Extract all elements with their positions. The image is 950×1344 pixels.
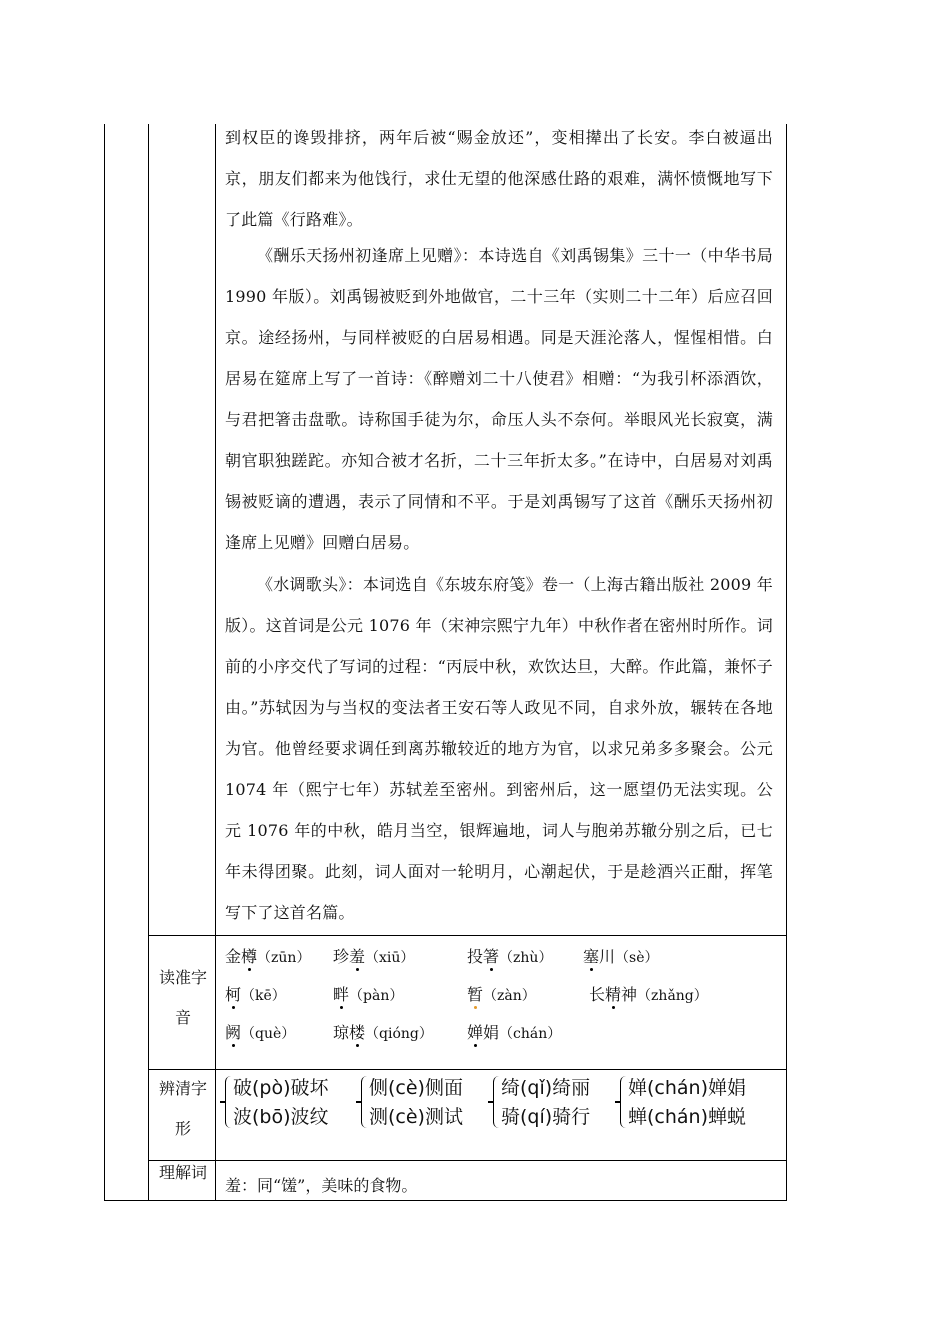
glyph-label: 辨清字 形 [158,1079,207,1138]
pronunciation-item: 婵娟（chán） [467,1023,562,1042]
pronunciation-item: 长精神（zhǎng） [589,985,708,1004]
lesson-table [104,124,787,1201]
glyph-entry: 绮(qǐ)绮丽 [501,1077,591,1099]
pinyin: （què） [241,1026,296,1042]
pinyin: （kē） [241,988,286,1004]
pronunciation-item: 投箸（zhù） [467,947,553,966]
column-divider-2 [215,124,216,1200]
glyph-entry: 骑(qí)骑行 [501,1106,591,1128]
brace-icon [620,1076,626,1128]
glyph-entry: 破(pò)破坏 [233,1077,329,1099]
target-character: 塞 [583,947,600,966]
pronunciation-item: 琼楼（qióng） [333,1023,433,1042]
pinyin: （zhù） [499,950,553,966]
pronunciation-item [467,982,536,1005]
pronunciation-item: 塞川（sè） [583,947,659,966]
pronunciation-item [225,1020,295,1043]
glyph-group [361,1074,463,1132]
target-character: 楼 [349,1023,366,1042]
target-character: 婵 [467,1023,484,1042]
target-character: 精 [605,985,622,1004]
glyph-entry: 婵(chán)婵娟 [628,1077,746,1099]
glyph-entry: 侧(cè)侧面 [369,1077,463,1099]
glyph-group [620,1074,746,1132]
pinyin: （chán） [499,1026,562,1042]
glyph-group [493,1074,590,1132]
pinyin: （qióng） [365,1026,433,1042]
target-character: 樽 [241,947,258,966]
pronunciation-item [333,982,403,1005]
vocabulary-label: 理解词 [158,1163,207,1182]
pinyin: （zūn） [257,950,311,966]
pinyin: （xiū） [365,950,415,966]
target-character: 羞 [349,947,366,966]
target-character: 畔 [333,985,350,1004]
brace-icon [493,1076,499,1128]
glyph-entry: 波(bō)波纹 [233,1106,329,1128]
background-paragraph-2: 《酬乐天扬州初逢席上见赠》：本诗选自《刘禹锡集》三十一（中华书局 1990 年版）。刘禹锡被贬到外地做官，二十三年（实则二十二年）后应召回京。途经扬州，与同样被贬的白居易相遇。同是天涯沦落人，惺惺相惜。白居易在筵席上写了一首诗：《醉赠刘二十八使君》相赠：“为我引杯添酒饮，与君把箸击盘歌。诗称国手徒为尔，命压人头不奈何。举眼风光长寂寞，满朝官职独蹉跎。亦知合被才名折，二十三年折太多。”在诗中，白居易对刘禹锡被贬谪的遭遇，表示了同情和不平。于是刘禹锡写了这首《酬乐天扬州初逢席上见赠》回赠白居易。 [225,246,773,552]
glyph-group [225,1074,329,1132]
glyph-entry: 蝉(chán)蝉蜕 [628,1106,746,1128]
pronunciation-item: 珍羞（xiū） [333,947,415,966]
pronunciation-item [225,982,286,1005]
column-divider-1 [148,124,149,1200]
brace-icon [225,1076,231,1128]
glyph-entry: 测(cè)测试 [369,1106,463,1128]
target-character: 阙 [225,1023,242,1042]
vocabulary-definition: 羞：同“馐”，美味的食物。 [225,1176,418,1195]
background-paragraph-3: 《水调歌头》：本词选自《东坡东府笺》卷一（上海古籍出版社 2009 年版）。这首词是公元 1076 年（宋神宗熙宁九年）中秋作者在密州时所作。词前的小序交代了写词的过程：“丙辰中秋，欢饮达旦，大醉。作此篇，兼怀子由。”苏轼因为与当权的变法者王安石等人政见不同，自求外放，辗转在各地为官。他曾经要求调任到离苏辙较近的地方为官，以求兄弟多多聚会。公元 1074 年（熙宁七年）苏轼差至密州。到密州后，这一愿望仍无法实现。公元 1076 年的中秋，皓月当空，银辉遍地，词人与胞弟苏辙分别之后，已七年未得团聚。此刻，词人面对一轮明月，心潮起伏，于是趁酒兴正酣，挥笔写下了这首名篇。 [225,575,773,922]
pinyin: （zhǎng） [637,988,708,1004]
target-character: 柯 [225,985,242,1004]
brace-icon [361,1076,367,1128]
background-paragraph-1: 到权臣的谗毁排挤，两年后被“赐金放还”，变相撵出了长安。李白被逼出京，朋友们都来为他饯行，求仕无望的他深感仕路的艰难，满怀愤慨地写下了此篇《行路难》。 [225,128,773,229]
pinyin: （zàn） [483,988,536,1004]
target-character: 暂 [467,985,484,1004]
row-divider-1 [148,935,786,936]
pinyin: （pàn） [349,988,404,1004]
target-character: 箸 [483,947,500,966]
row-divider-2 [148,1069,786,1070]
pronunciation-item: 金樽（zūn） [225,947,311,966]
pronunciation-label: 读准字 音 [158,968,207,1027]
row-divider-3 [148,1160,786,1161]
pinyin: （sè） [615,950,659,966]
